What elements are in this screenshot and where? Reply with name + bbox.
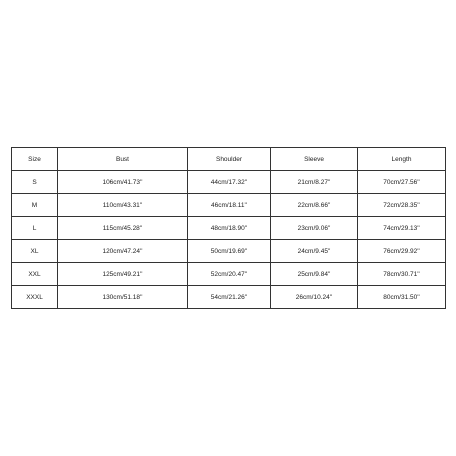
table-row bbox=[12, 263, 446, 286]
table-row bbox=[12, 217, 446, 240]
cell-sleeve: 24cm/9.45'' bbox=[271, 240, 358, 263]
cell-size: L bbox=[12, 217, 58, 240]
cell-bust: 125cm/49.21'' bbox=[58, 263, 188, 286]
cell-size: XXL bbox=[12, 263, 58, 286]
cell-size: S bbox=[12, 171, 58, 194]
cell-sleeve: 23cm/9.06'' bbox=[271, 217, 358, 240]
cell-bust: 110cm/43.31'' bbox=[58, 194, 188, 217]
table-row bbox=[12, 286, 446, 309]
cell-bust: 120cm/47.24'' bbox=[58, 240, 188, 263]
cell-bust: 115cm/45.28'' bbox=[58, 217, 188, 240]
cell-shoulder: 52cm/20.47'' bbox=[188, 263, 271, 286]
cell-size: XXXL bbox=[12, 286, 58, 309]
cell-size: M bbox=[12, 194, 58, 217]
table-header-row bbox=[12, 148, 446, 171]
header-sleeve: Sleeve bbox=[271, 148, 358, 171]
cell-shoulder: 44cm/17.32'' bbox=[188, 171, 271, 194]
cell-length: 76cm/29.92'' bbox=[358, 240, 446, 263]
header-length: Length bbox=[358, 148, 446, 171]
cell-size: XL bbox=[12, 240, 58, 263]
table-row bbox=[12, 171, 446, 194]
cell-shoulder: 54cm/21.26'' bbox=[188, 286, 271, 309]
cell-length: 74cm/29.13'' bbox=[358, 217, 446, 240]
table-row bbox=[12, 194, 446, 217]
table-row bbox=[12, 240, 446, 263]
cell-shoulder: 46cm/18.11'' bbox=[188, 194, 271, 217]
header-bust: Bust bbox=[58, 148, 188, 171]
cell-length: 78cm/30.71'' bbox=[358, 263, 446, 286]
cell-shoulder: 48cm/18.90'' bbox=[188, 217, 271, 240]
cell-shoulder: 50cm/19.69'' bbox=[188, 240, 271, 263]
cell-length: 80cm/31.50'' bbox=[358, 286, 446, 309]
cell-sleeve: 21cm/8.27'' bbox=[271, 171, 358, 194]
cell-sleeve: 22cm/8.66'' bbox=[271, 194, 358, 217]
header-size: Size bbox=[12, 148, 58, 171]
cell-sleeve: 25cm/9.84'' bbox=[271, 263, 358, 286]
cell-sleeve: 26cm/10.24'' bbox=[271, 286, 358, 309]
cell-bust: 130cm/51.18'' bbox=[58, 286, 188, 309]
header-shoulder: Shoulder bbox=[188, 148, 271, 171]
cell-length: 70cm/27.56'' bbox=[358, 171, 446, 194]
cell-length: 72cm/28.35'' bbox=[358, 194, 446, 217]
size-chart-table bbox=[11, 147, 446, 309]
cell-bust: 106cm/41.73'' bbox=[58, 171, 188, 194]
